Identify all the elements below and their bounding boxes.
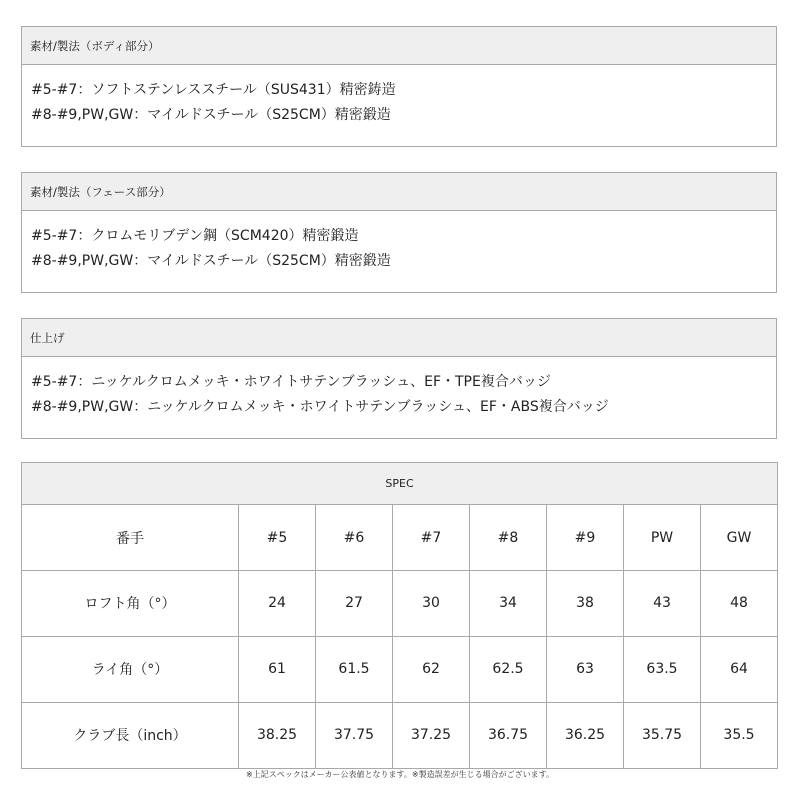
table-cell: 63 (547, 636, 624, 702)
table-cell: 61.5 (316, 636, 393, 702)
table-cell: 37.75 (316, 702, 393, 768)
section-title: 素材/製法（ボディ部分） (22, 27, 776, 65)
spec-table (21, 462, 778, 769)
club-number: #8 (470, 505, 547, 571)
club-number: GW (701, 505, 778, 571)
table-header-row (22, 505, 778, 571)
table-cell: 36.25 (547, 702, 624, 768)
club-number: #5 (239, 505, 316, 571)
table-cell: 24 (239, 571, 316, 636)
table-row (22, 702, 778, 768)
table-cell: 38 (547, 571, 624, 636)
table-cell: 38.25 (239, 702, 316, 768)
row-label: クラブ長（inch） (22, 702, 239, 768)
spec-line: #5-#7：クロムモリブデン鋼（SCM420）精密鍛造 (31, 228, 359, 244)
spec-table-title: SPEC (22, 463, 778, 505)
section-title: 素材/製法（フェース部分） (22, 173, 776, 211)
table-row (22, 636, 778, 702)
section-body-material (21, 26, 777, 147)
section-content (22, 65, 776, 128)
table-cell: 61 (239, 636, 316, 702)
spec-line: #5-#7：ニッケルクロムメッキ・ホワイトサテンブラッシュ、EF・TPE複合バッジ (31, 374, 551, 390)
section-content (22, 211, 776, 274)
spec-line: #8-#9,PW,GW：マイルドスチール（S25CM）精密鍛造 (31, 253, 391, 269)
table-cell: 64 (701, 636, 778, 702)
row-label: ライ角（°） (22, 636, 239, 702)
table-cell: 62.5 (470, 636, 547, 702)
table-cell: 37.25 (393, 702, 470, 768)
table-cell: 62 (393, 636, 470, 702)
table-cell: 34 (470, 571, 547, 636)
table-cell: 48 (701, 571, 778, 636)
section-title: 仕上げ (22, 319, 776, 357)
spec-line: #8-#9,PW,GW：ニッケルクロムメッキ・ホワイトサテンブラッシュ、EF・ABS複合バッジ (31, 399, 609, 415)
club-number: #9 (547, 505, 624, 571)
club-number: #6 (316, 505, 393, 571)
club-number: PW (624, 505, 701, 571)
section-face-material (21, 172, 777, 293)
footnote: ※上記スペックはメーカー公表値となります。※製造誤差が生じる場合がございます。 (246, 770, 554, 779)
row-label: 番手 (22, 505, 239, 571)
row-label: ロフト角（°） (22, 571, 239, 636)
table-cell: 43 (624, 571, 701, 636)
club-number: #7 (393, 505, 470, 571)
table-cell: 35.5 (701, 702, 778, 768)
table-row (22, 571, 778, 636)
section-finish (21, 318, 777, 439)
section-content (22, 357, 776, 420)
table-cell: 30 (393, 571, 470, 636)
table-cell: 27 (316, 571, 393, 636)
spec-line: #5-#7：ソフトステンレススチール（SUS431）精密鋳造 (31, 82, 396, 98)
table-cell: 36.75 (470, 702, 547, 768)
spec-line: #8-#9,PW,GW：マイルドスチール（S25CM）精密鍛造 (31, 107, 391, 123)
table-cell: 35.75 (624, 702, 701, 768)
table-cell: 63.5 (624, 636, 701, 702)
